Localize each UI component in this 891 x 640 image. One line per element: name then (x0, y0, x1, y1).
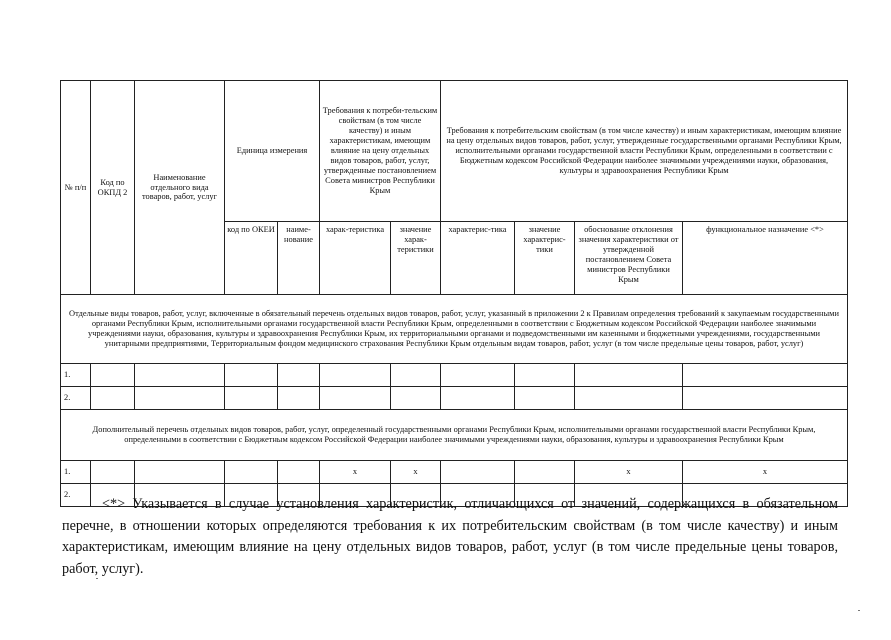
header-value-1: значение харак-теристики (391, 222, 441, 295)
header-justification: обоснование отклонения значения характеристики от утвержденной постановлением Совета министров Республики Крым (575, 222, 683, 295)
header-no: № п/п (61, 81, 91, 295)
row-number: 1. (61, 461, 91, 484)
scan-speck (858, 610, 860, 611)
header-req-approved: Требования к потреби-тельским свойствам (в том числе качеству) и иным характеристикам, имеющим влияние на цену отдельных видов товаров, работ, услуг, утвержденные постановлением Совета министров Республики Крым (320, 81, 441, 222)
header-name: Наименование отдельного вида товаров, работ, услуг (135, 81, 225, 295)
header-characteristic-1: харак-теристика (320, 222, 391, 295)
table-row (61, 387, 848, 410)
footnote: <*> Указывается в случае установления характеристик, отличающихся от значений, содержащихся в обязательном перечне, в отношении которых определяются требования к их потребительским свойствам (в том числе качеству) и иным характеристикам, имеющим влияние на цену отдельных видов товаров, работ, услуг (в том числе предельные цены товаров, работ, услуг). (62, 496, 838, 577)
header-unit: Единица измерения (225, 81, 320, 222)
section-2-title: Дополнительный перечень отдельных видов товаров, работ, услуг, определенный государственными органами Республики Крым, исполнительными органами государственной власти Республики Крым, определенными в соответствии с Бюджетным кодексом Российской Федерации наиболее значимыми учреждениями науки, образования, культуры и здравоохранения Республики Крым (61, 410, 848, 461)
header-function: функциональное назначение <*> (683, 222, 848, 295)
table-row (61, 461, 848, 484)
header-value-2: значение характерис-тики (515, 222, 575, 295)
mark-function: x (683, 461, 848, 484)
header-okpd: Код по ОКПД 2 (91, 81, 135, 295)
header-req-state: Требования к потребительским свойствам (в том числе качеству) и иным характеристикам, имеющим влияние на цену отдельных видов товаров, работ, услуг, утвержденные государственными органами Республики Крым, исполнительными органами государственной власти Республики Крым, определенными в соответствии с Бюджетным кодексом Российской Федерации наиболее значимыми учреждениями науки, образования, культуры и здравоохранения Республики Крым (441, 81, 848, 222)
row-number: 2. (61, 387, 91, 410)
mark-justification: x (575, 461, 683, 484)
row-number: 1. (61, 364, 91, 387)
mark-characteristic: x (320, 461, 391, 484)
row-number: 2. (61, 484, 91, 507)
header-characteristic-2: характерис-тика (441, 222, 515, 295)
requirements-table (60, 80, 848, 507)
header-okei: код по ОКЕИ (225, 222, 278, 295)
table-row (61, 364, 848, 387)
section-1-title: Отдельные виды товаров, работ, услуг, включенные в обязательный перечень отдельных видов товаров, работ, услуг, указанный в приложении 2 к Правилам определения требований к закупаемым государственными органами Республики Крым, исполнительными органами государственной власти Республики Крым, определенными в соответствии с Бюджетным кодексом Российской Федерации наиболее значимыми учреждениями науки, образования, культуры и здравоохранения Республики Крым, их территориальными органами и подведомственными им казенными и бюджетными учреждениями, государственными унитарными предприятиями, Территориальным фондом медицинского страхования Республики Крым отдельным видам товаров, работ, услуг (в том числе предельные цены товаров, работ, услуг) (61, 295, 848, 364)
scan-speck (96, 578, 98, 579)
header-unit-name: наиме-нование (278, 222, 320, 295)
mark-value: x (391, 461, 441, 484)
